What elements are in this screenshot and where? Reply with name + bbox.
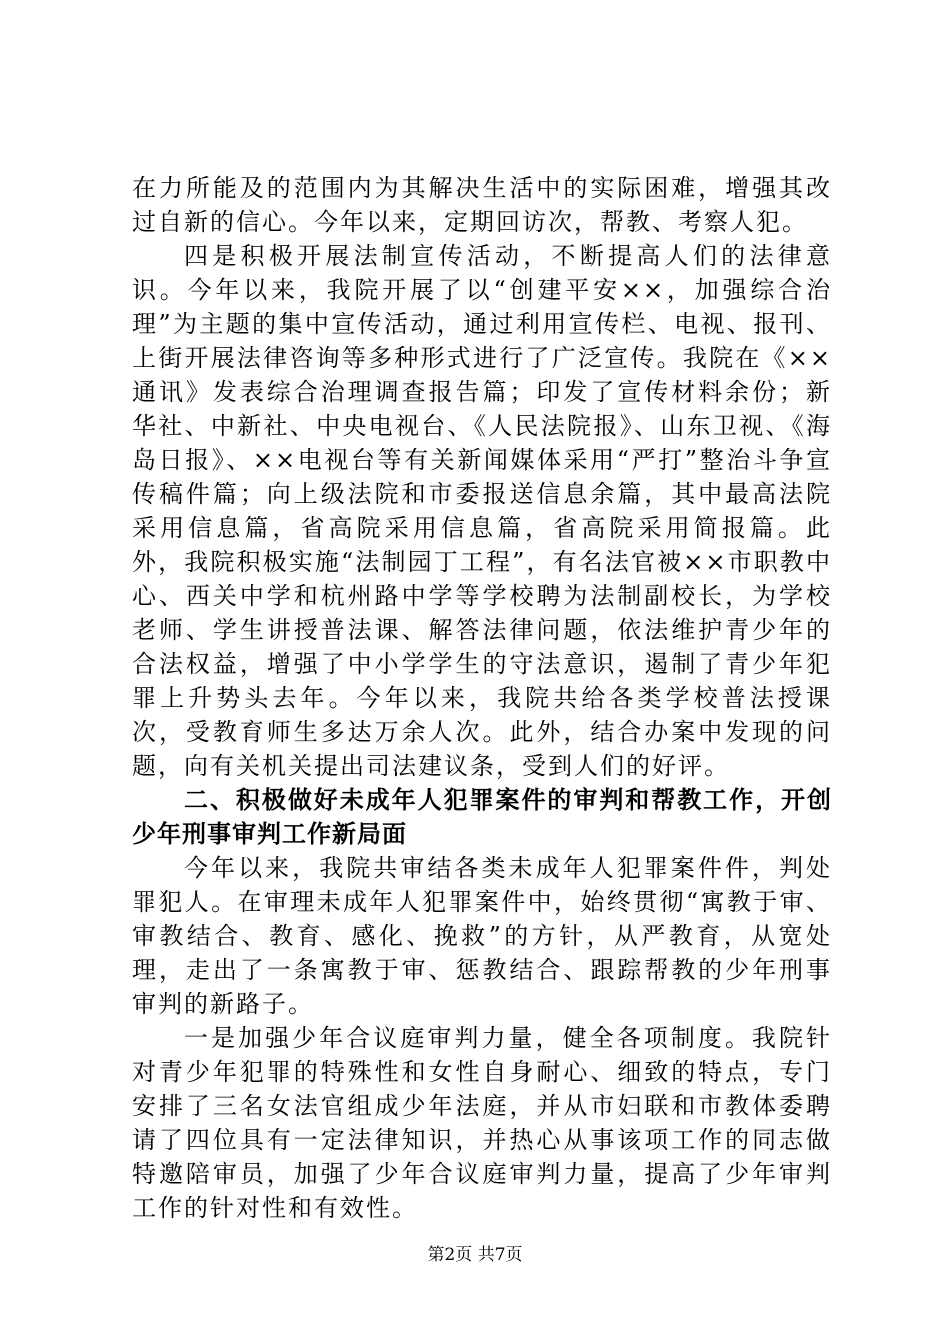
page-footer: 第2页 共7页 [427,1245,523,1265]
document-body [132,171,832,1225]
item-four-paragraph: 四是积极开展法制宣传活动，不断提高人们的法律意识。今年以来，我院开展了以“创建平安××，加强综合治理”为主题的集中宣传活动，通过利用宣传栏、电视、报刊、上街开展法律咨询等多种形式进行了广泛宣传。我院在《××通讯》发表综合治理调查报告篇；印发了宣传材料余份；新华社、中新社、中央电视台、《人民法院报》、山东卫视、《海岛日报》、××电视台等有关新闻媒体采用“严打”整治斗争宣传稿件篇；向上级法院和市委报送信息余篇，其中最高法院采用信息篇，省高院采用信息篇，省高院采用简报篇。此外，我院积极实施“法制园丁工程”，有名法官被××市职教中心、西关中学和杭州路中学等学校聘为法制副校长，为学校老师、学生讲授普法课、解答法律问题，依法维护青少年的合法权益，增强了中小学学生的守法意识，遏制了青少年犯罪上升势头去年。今年以来，我院共给各类学校普法授课次，受教育师生多达万余人次。此外，结合办案中发现的问题，向有关机关提出司法建议条，受到人们的好评。 [132,242,832,780]
section-two-intro-paragraph: 今年以来，我院共审结各类未成年人犯罪案件件，判处罪犯人。在审理未成年人犯罪案件中，始终贯彻“寓教于审、审教结合、教育、感化、挽救”的方针，从严教育，从宽处理，走出了一条寓教于审、惩教结合、跟踪帮教的少年刑事审判的新路子。 [132,854,832,1018]
item-one-paragraph: 一是加强少年合议庭审判力量，健全各项制度。我院针对青少年犯罪的特殊性和女性自身耐心、细致的特点，专门安排了三名女法官组成少年法庭，并从市妇联和市教体委聘请了四位具有一定法律知识，并热心从事该项工作的同志做特邀陪审员，加强了少年合议庭审判力量，提高了少年审判工作的针对性和有效性。 [132,1024,832,1222]
section-two-heading: 二、积极做好未成年人犯罪案件的审判和帮教工作，开创少年刑事审判工作新局面 [132,786,832,848]
continuation-paragraph: 在力所能及的范围内为其解决生活中的实际困难，增强其改过自新的信心。今年以来，定期回访次，帮教、考察人犯。 [132,174,832,236]
